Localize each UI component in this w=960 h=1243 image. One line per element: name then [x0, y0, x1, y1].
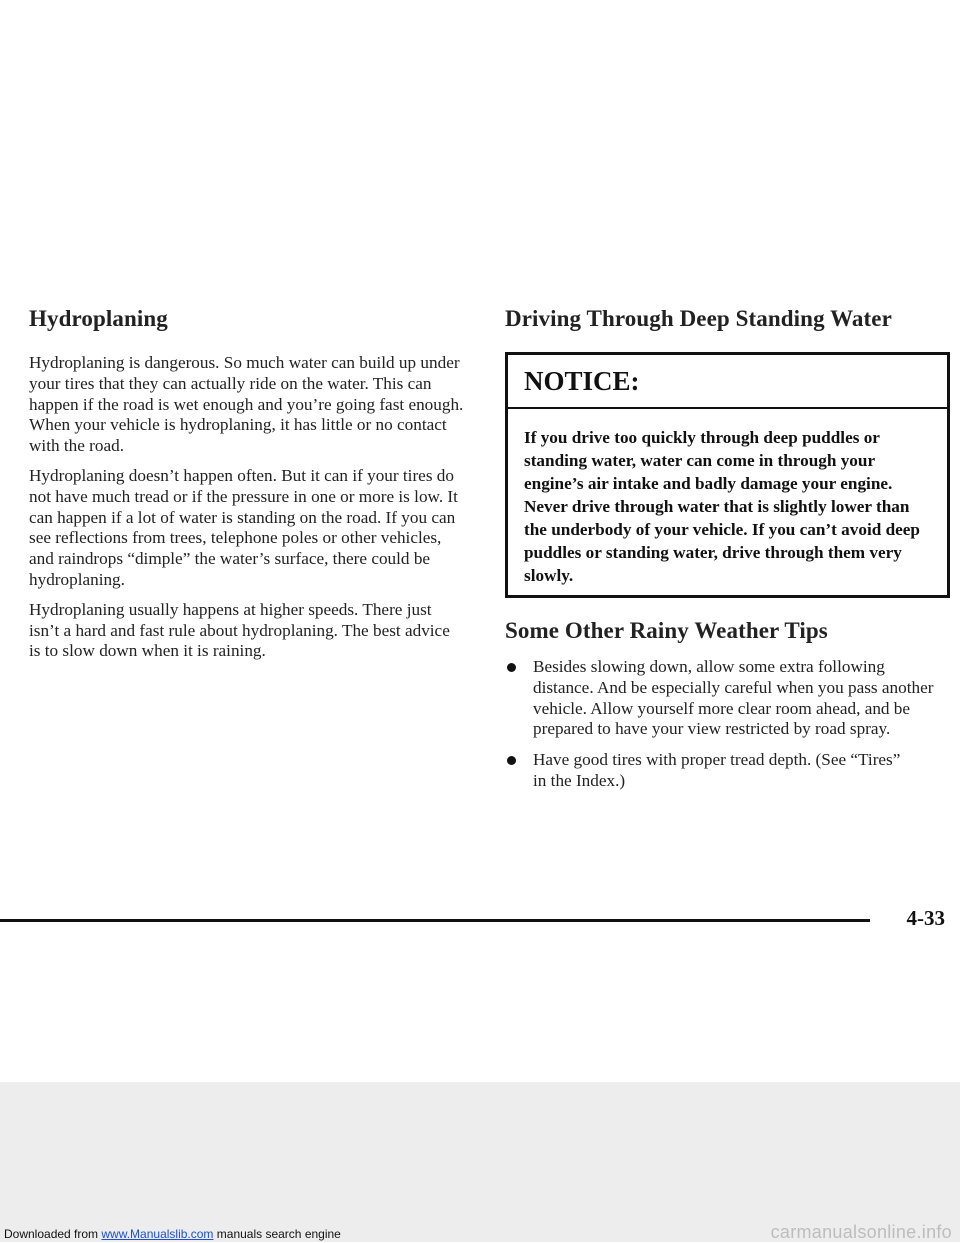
rainy-tips-section [505, 618, 935, 792]
notice-body: If you drive too quickly through deep puddles or standing water, water can come in through your engine’s air intake and badly damage your engine. Never drive through water that is slightly lower than the underbody of your vehicle. If you can’t avoid deep puddles or standing water, drive through them very slowly. [524, 428, 920, 585]
list-item [505, 750, 935, 792]
hydroplaning-heading: Hydroplaning [29, 306, 168, 331]
hydroplaning-paragraph-2: Hydroplaning doesn’t happen often. But it can if your tires do not have much tread or if the pressure in one or more is low. It can happen if a lot of water is standing on the road. If you can see reflections from trees, telephone poles or other vehicles, and raindrops “dimple” the water’s surface, there could be hydroplaning. [29, 465, 458, 589]
hydroplaning-section [29, 306, 469, 662]
page-number: 4-33 [906, 906, 945, 930]
footer-area [0, 1082, 960, 1242]
hydroplaning-paragraph-1: Hydroplaning is dangerous. So much water can build up under your tires that they can actually ride on the water. This can happen if the road is wet enough and you’re going fast enough. When your vehicle is hydroplaning, it has little or no contact with the road. [29, 353, 464, 456]
deep-water-section [505, 306, 935, 332]
rainy-tips-heading: Some Other Rainy Weather Tips [505, 618, 828, 643]
download-banner [4, 1227, 341, 1241]
list-item-text: Have good tires with proper tread depth. (See “Tires” in the Index.) [533, 750, 901, 790]
list-item [505, 657, 935, 740]
download-prefix: Downloaded from [4, 1227, 102, 1241]
footer-rule [0, 919, 870, 922]
download-suffix: manuals search engine [213, 1227, 341, 1241]
deep-water-heading: Driving Through Deep Standing Water [505, 306, 892, 331]
manualslib-link[interactable]: www.Manualslib.com [101, 1227, 214, 1241]
rainy-tips-list [505, 657, 935, 792]
hydroplaning-paragraph-3: Hydroplaning usually happens at higher speeds. There just isn’t a hard and fast rule about hydroplaning. The best advice is to slow down when it is raining. [29, 599, 450, 661]
bullet-icon [507, 756, 516, 765]
notice-box [505, 352, 950, 598]
bullet-icon [507, 663, 516, 672]
list-item-text: Besides slowing down, allow some extra following distance. And be especially careful when you pass another vehicle. Allow yourself more clear room ahead, and be prepared to have your view restricted by road spray. [533, 657, 934, 739]
notice-header: NOTICE: [508, 355, 947, 409]
watermark-text: carmanualsonline.info [770, 1222, 952, 1242]
